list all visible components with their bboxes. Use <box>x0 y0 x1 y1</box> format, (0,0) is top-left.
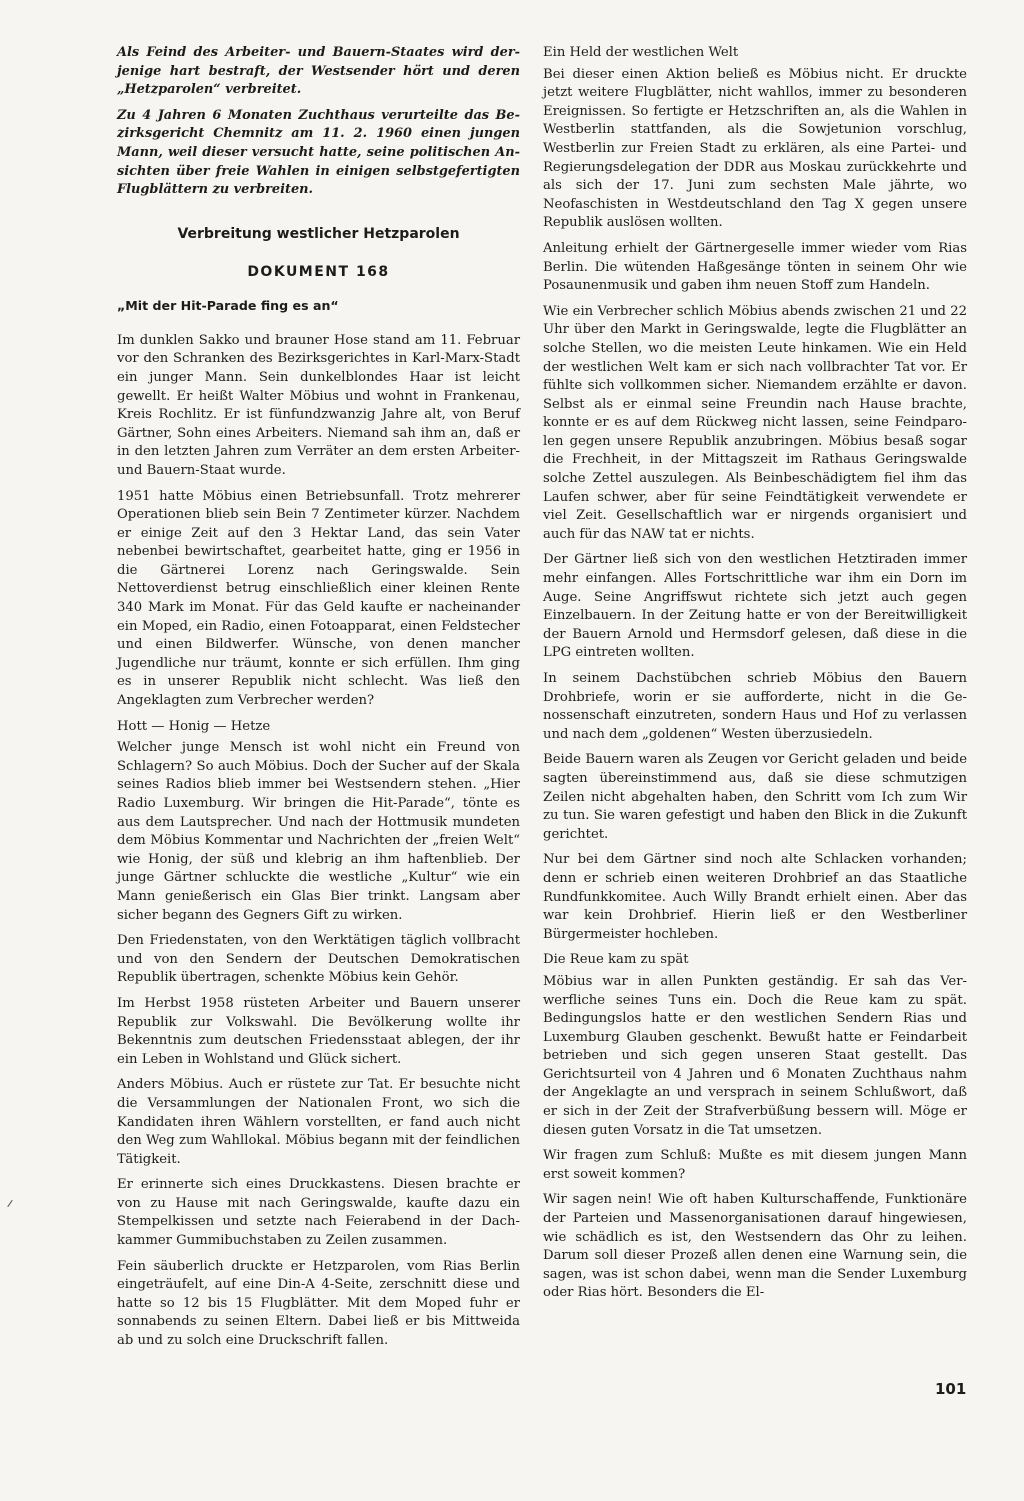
body-paragraph: Möbius war in allen Punkten geständig. Er sah das Verwerfliche seines Tuns ein. Doch die Reue kam zu spät. Bedingungslos hatte er den westlichen Sendern Rias und Luxemburg Glauben geschenkt. Bewußt hatte er Feindarbeit betrieben und sich gegen unseren Staat gestellt. Das Gerichtsurteil von 4 Jahren und 6 Monaten Zuchthaus nahm der Angeklagte an und versprach in seinem Schlußwort, daß er sich in der Zeit der Strafverbüßung bessern will. Möge er diesen guten Vorsatz in die Tat umsetzen. <box>543 973 967 1138</box>
page-number: 101 <box>935 1380 967 1398</box>
body-paragraph: Im Herbst 1958 rüsteten Arbeiter und Bauern unserer Republik zur Volkswahl. Die Bevölkerung wollte ihr Bekenntnis zum deutschen Friedensstaat ablegen, der ihr ein Leben in Wohlstand und Glück sichert. <box>117 995 520 1067</box>
body-paragraph: Fein säuberlich druckte er Hetzparolen, vom Rias Berlin eingeträufelt, auf eine Din-A 4-Seite, zerschnitt diese und hatte so 12 bis 15 Flugblätter. Mit dem Moped fuhr er sonnabends zu seinen Eltern. Dabei ließ er bis Mittweida ab und zu solch eine Druckschrift fallen. <box>117 1258 520 1349</box>
section-heading: Verbreitung westlicher Hetzparolen <box>177 225 460 242</box>
body-paragraph: Nur bei dem Gärtner sind noch alte Schlacken vorhanden; denn er schrieb einen weiteren Drohbrief an das Staatliche Rundfunkkomitee. Auch Willy Brandt erhielt einen. Aber das war kein Drohbrief. Hierin ließ er den Westberliner Bürgermeister hochleben. <box>543 852 967 942</box>
subheading: Die Reue kam zu spät <box>543 952 689 968</box>
body-paragraph: In seinem Dachstübchen schrieb Möbius den Bauern Drohbriefe, worin er sie aufforderte, nicht in die Genossenschaft einzutreten, sondern Haus und Hof zu verlassen und nach dem „goldenen“ Westen überzusiedeln. <box>543 671 967 742</box>
subheading: Ein Held der westlichen Welt <box>543 45 739 60</box>
body-paragraph: 1951 hatte Möbius einen Betriebsunfall. Trotz mehrerer Operationen blieb sein Bein 7 Zentimeter kürzer. Nachdem er einige Zeit auf den 3 Hektar Land, das sein Vater nebenbei bewirtschaftet, gearbeitet hatte, ging er 1956 in die Gärtnerei Lorenz nach Geringswalde. Sein Nettoverdienst betrug einschließlich einer kleinen Rente 340 Mark im Monat. Für das Geld kaufte er nacheinander ein Moped, ein Radio, einen Fotoapparat, einen Feldstecher und einen Bildwerfer. Wünsche, von denen mancher Jugendliche nur träumt, konnte er sich erfüllen. Ihm ging es in unserer Republik nicht schlecht. Was ließ den Angeklagten zum Verbrecher werden? <box>117 488 520 709</box>
document-heading: DOKUMENT 168 <box>247 263 390 280</box>
body-paragraph: Bei dieser einen Aktion beließ es Möbius nicht. Er druckte jetzt weitere Flugblätter, nicht wahllos, immer zu besonderen Ereignissen. So fertigte er Hetzschriften an, als die Wahlen in Westberlin stattfanden, als die Sowjetunion vorschlug, Westberlin zur Freien Stadt zu erklären, als eine Partei- und Regierungsdelegation der DDR aus Moskau zurückkehrte und als sich der 17. Juni zum sechsten Male jährte, wo Neofaschisten in Westdeutschland den Tag X gegen unsere Republik auslösen wollten. <box>543 66 967 231</box>
body-paragraph: Den Friedenstaten, von den Werktätigen täglich vollbracht und von den Sendern der Deutschen Demokratischen Republik übertragen, schenkte Möbius kein Gehör. <box>117 933 520 986</box>
intro-paragraph: Zu 4 Jahren 6 Monaten Zuchthaus verurteilte das Bezirksgericht Chemnitz am 11. 2. 1960 einen jungen Mann, weil dieser versucht hatte, seine politischen Ansichten über freie Wahlen in einigen selbstgefertigten Flugblättern zu verbreiten. <box>117 107 520 198</box>
left-column <box>117 44 520 1351</box>
body-paragraph: Anleitung erhielt der Gärtnergeselle immer wieder vom Rias Berlin. Die wütenden Haßgesänge tönten in seinem Ohr wie Posaunenmusik und gaben ihm neuen Stoff zum Handeln. <box>543 240 967 294</box>
body-paragraph: Welcher junge Mensch ist wohl nicht ein Freund von Schlagern? So auch Möbius. Doch der Sucher auf der Skala seines Radios blieb immer bei Westsendern stehen. „Hier Radio Luxemburg. Wir bringen die Hit-Parade“, tönte es aus dem Lautsprecher. Und nach der Hottmusik mundeten dem Möbius Kommentar und Nachrichten der „freien Welt“ wie Honig, der süß und klebrig an ihm haftenblieb. Der junge Gärtner schluckte die westliche „Kultur“ wie ein Mann genießerisch ein Glas Bier trinkt. Langsam aber sicher begann des Gegners Gift zu wirken. <box>117 740 520 923</box>
body-paragraph: Wir fragen zum Schluß: Mußte es mit diesem jungen Mann erst soweit kommen? <box>543 1148 967 1182</box>
subheading: Hott — Honig — Hetze <box>117 718 271 734</box>
body-paragraph: Im dunklen Sakko und brauner Hose stand am 11. Februar vor den Schranken des Bezirksgerichtes in Karl-Marx-Stadt ein junger Mann. Sein dunkelblondes Haar ist leicht gewellt. Er heißt Walter Möbius und wohnt in Frankenau, Kreis Rochlitz. Er ist fünfundzwanzig Jahre alt, von Beruf Gärtner, Sohn eines Arbeiters. Niemand sah ihm an, daß er in den letzten Jahren zum Verräter an dem ersten Arbeiter- und Bauern-Staat wurde. <box>117 332 520 478</box>
right-column <box>543 44 967 1303</box>
body-paragraph: Der Gärtner ließ sich von den westlichen Hetztiraden immer mehr einfangen. Alles Fortschrittliche war ihm ein Dorn im Auge. Seine Angriffswut richtete sich jetzt auch gegen Einzelbauern. In der Zeitung hatte er von der Bereitwilligkeit der Bauern Arnold und Hermsdorf gelesen, daß diese in die LPG eintreten wollten. <box>543 552 967 661</box>
body-paragraph: Wir sagen nein! Wie oft haben Kulturschaffende, Funktionäre der Parteien und Massenorganisationen darauf hingewiesen, wie schädlich es ist, den Westsendern das Ohr zu leihen. Darum soll dieser Prozeß allen denen eine Warnung sein, die sagen, was ist schon dabei, wenn man die Sender Luxemburg oder Rias hört. Besonders die El- <box>543 1192 967 1301</box>
body-paragraph: Beide Bauern waren als Zeugen vor Gericht geladen und beide sagten übereinstimmend aus, daß sie diese schmutzigen Zeilen nicht abgehalten haben, den Schritt vom Ich zum Wir zu tun. Sie waren gefestigt und haben den Blick in die Zukunft gerichtet. <box>543 752 967 842</box>
margin-mark <box>7 1200 12 1207</box>
body-paragraph: Anders Möbius. Auch er rüstete zur Tat. Er besuchte nicht die Versammlungen der Nationalen Front, wo sich die Kandidaten ihren Wählern vorstellten, er fand auch nicht den Weg zum Wahllokal. Möbius begann mit der feindlichen Tätigkeit. <box>117 1077 520 1167</box>
body-paragraph: Wie ein Verbrecher schlich Möbius abends zwischen 21 und 22 Uhr über den Markt in Geringswalde, legte die Flugblätter an solche Stellen, wo die meisten Leute hinkamen. Wie ein Held der westlichen Welt kam er sich nach vollbrachter Tat vor. Er fühlte sich vollkommen sicher. Niemandem erzählte er davon. Selbst als er einmal seine Freundin nach Hause brachte, konnte er es auf dem Rückweg nicht lassen, seine Feindparolen gegen unsere Republik anzubringen. Möbius besaß sogar die Frechheit, in der Mittagszeit im Rathaus Geringswalde solche Zettel auszulegen. Als Beinbeschädigtem fiel ihm das Laufen schwer, aber für seine Feindtätigkeit verwendete er viel Zeit. Gesellschaftlich war er nirgends organisiert und auch für das NAW tat er nichts. <box>543 303 967 542</box>
body-paragraph: Er erinnerte sich eines Druckkastens. Diesen brachte er von zu Hause mit nach Geringswalde, kaufte dazu ein Stempelkissen und setzte nach Feierabend in der Dachkammer Gummibuchstaben zu Zeilen zusammen. <box>117 1177 520 1249</box>
article-title: „Mit der Hit-Parade fing es an“ <box>117 297 339 313</box>
intro-paragraph: Als Feind des Arbeiter- und Bauern-Staates wird derjenige hart bestraft, der Westsender hört und deren „Hetzparolen“ verbreitet. <box>117 45 520 98</box>
